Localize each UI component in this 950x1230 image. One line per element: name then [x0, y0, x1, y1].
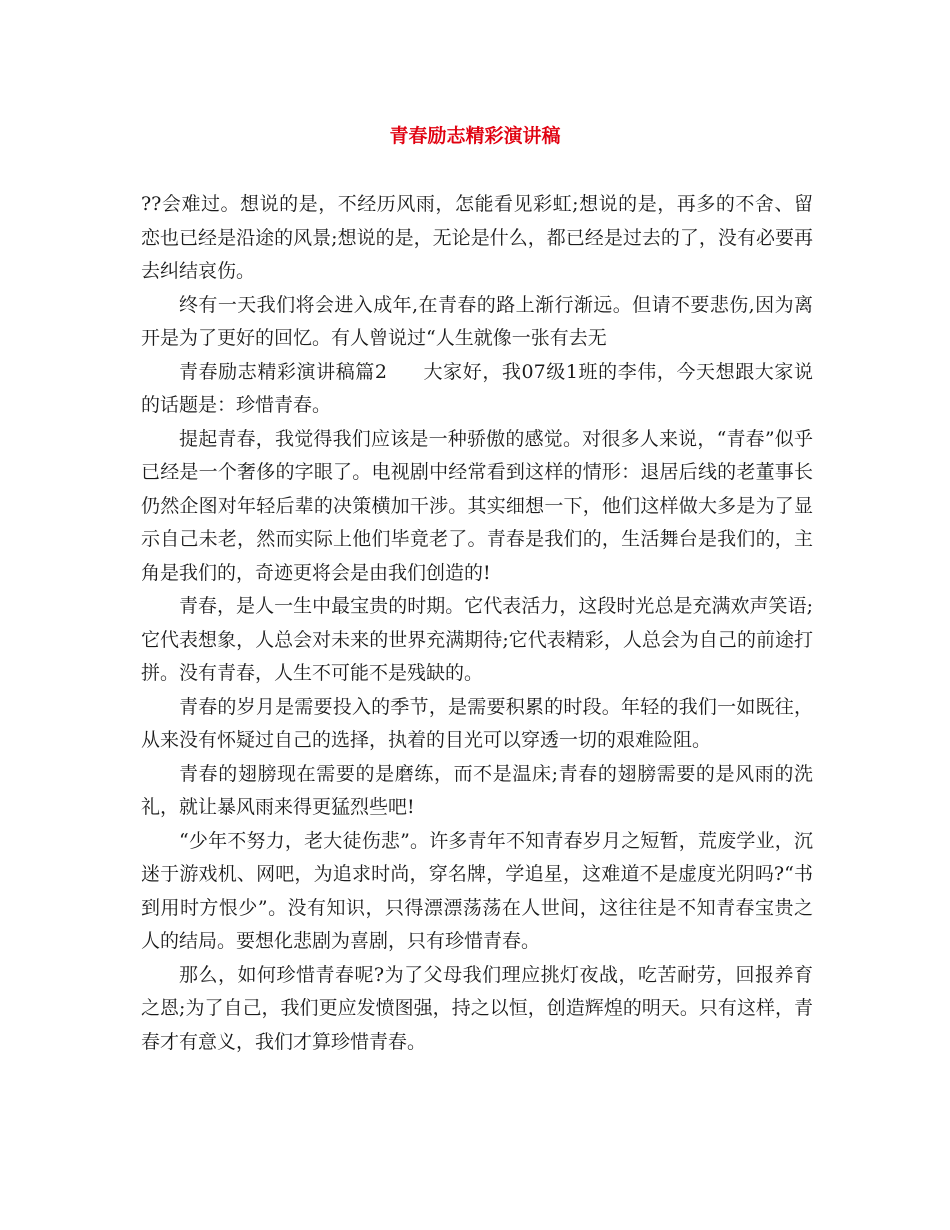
section-heading: 青春励志精彩演讲稿篇2 — [179, 360, 387, 383]
paragraph: 青春，是人一生中最宝贵的时期。它代表活力，这段时光总是充满欢声笑语;它代表想象，人总会对未来的世界充满期待;它代表精彩，人总会为自己的前途打拼。没有青春，人生不可能不是残缺的。 — [141, 595, 813, 684]
document-title: 青春励志精彩演讲稿 — [389, 125, 561, 147]
paragraph: ??会难过。想说的是，不经历风雨，怎能看见彩虹;想说的是，再多的不舍、留恋也已经是沿途的风景;想说的是，无论是什么，都已经是过去的了，没有必要再去纠结哀伤。 — [141, 193, 813, 282]
paragraph-text: 大家好，我07级1班的李伟，今天想跟大家说的话题是：珍惜青春。 — [141, 360, 813, 416]
paragraph: 提起青春，我觉得我们应该是一种骄傲的感觉。对很多人来说，“青春”似乎已经是一个奢侈的字眼了。电视剧中经常看到这样的情形：退居后线的老董事长仍然企图对年轻后辈的决策横加干涉。其实细想一下，他们这样做大多是为了显示自己未老，然而实际上他们毕竟老了。青春是我们的，生活舞台是我们的，主角是我们的，奇迹更将会是由我们创造的! — [141, 427, 813, 584]
paragraph-with-heading — [141, 356, 813, 423]
paragraph: “少年不努力，老大徒伤悲”。许多青年不知青春岁月之短暂，荒废学业，沉迷于游戏机、网吧，为追求时尚，穿名牌，学追星，这难道不是虚度光阴吗?“书到用时方恨少”。没有知识，只得漂漂荡荡在人世间，这往往是不知青春宝贵之人的结局。要想化悲剧为喜剧，只有珍惜青春。 — [141, 829, 813, 952]
document-body — [141, 188, 813, 1059]
paragraph: 终有一天我们将会进入成年,在青春的路上渐行渐远。但请不要悲伤,因为离开是为了更好的回忆。有人曾说过“人生就像一张有去无 — [141, 293, 813, 349]
paragraph: 青春的翅膀现在需要的是磨练，而不是温床;青春的翅膀需要的是风雨的洗礼，就让暴风雨来得更猛烈些吧! — [141, 762, 813, 818]
paragraph: 那么，如何珍惜青春呢?为了父母我们理应挑灯夜战，吃苦耐劳，回报养育之恩;为了自己，我们更应发愤图强，持之以恒，创造辉煌的明天。只有这样，青春才有意义，我们才算珍惜青春。 — [141, 963, 813, 1053]
paragraph: 青春的岁月是需要投入的季节，是需要积累的时段。年轻的我们一如既往，从来没有怀疑过自己的选择，执着的目光可以穿透一切的艰难险阻。 — [141, 695, 813, 751]
